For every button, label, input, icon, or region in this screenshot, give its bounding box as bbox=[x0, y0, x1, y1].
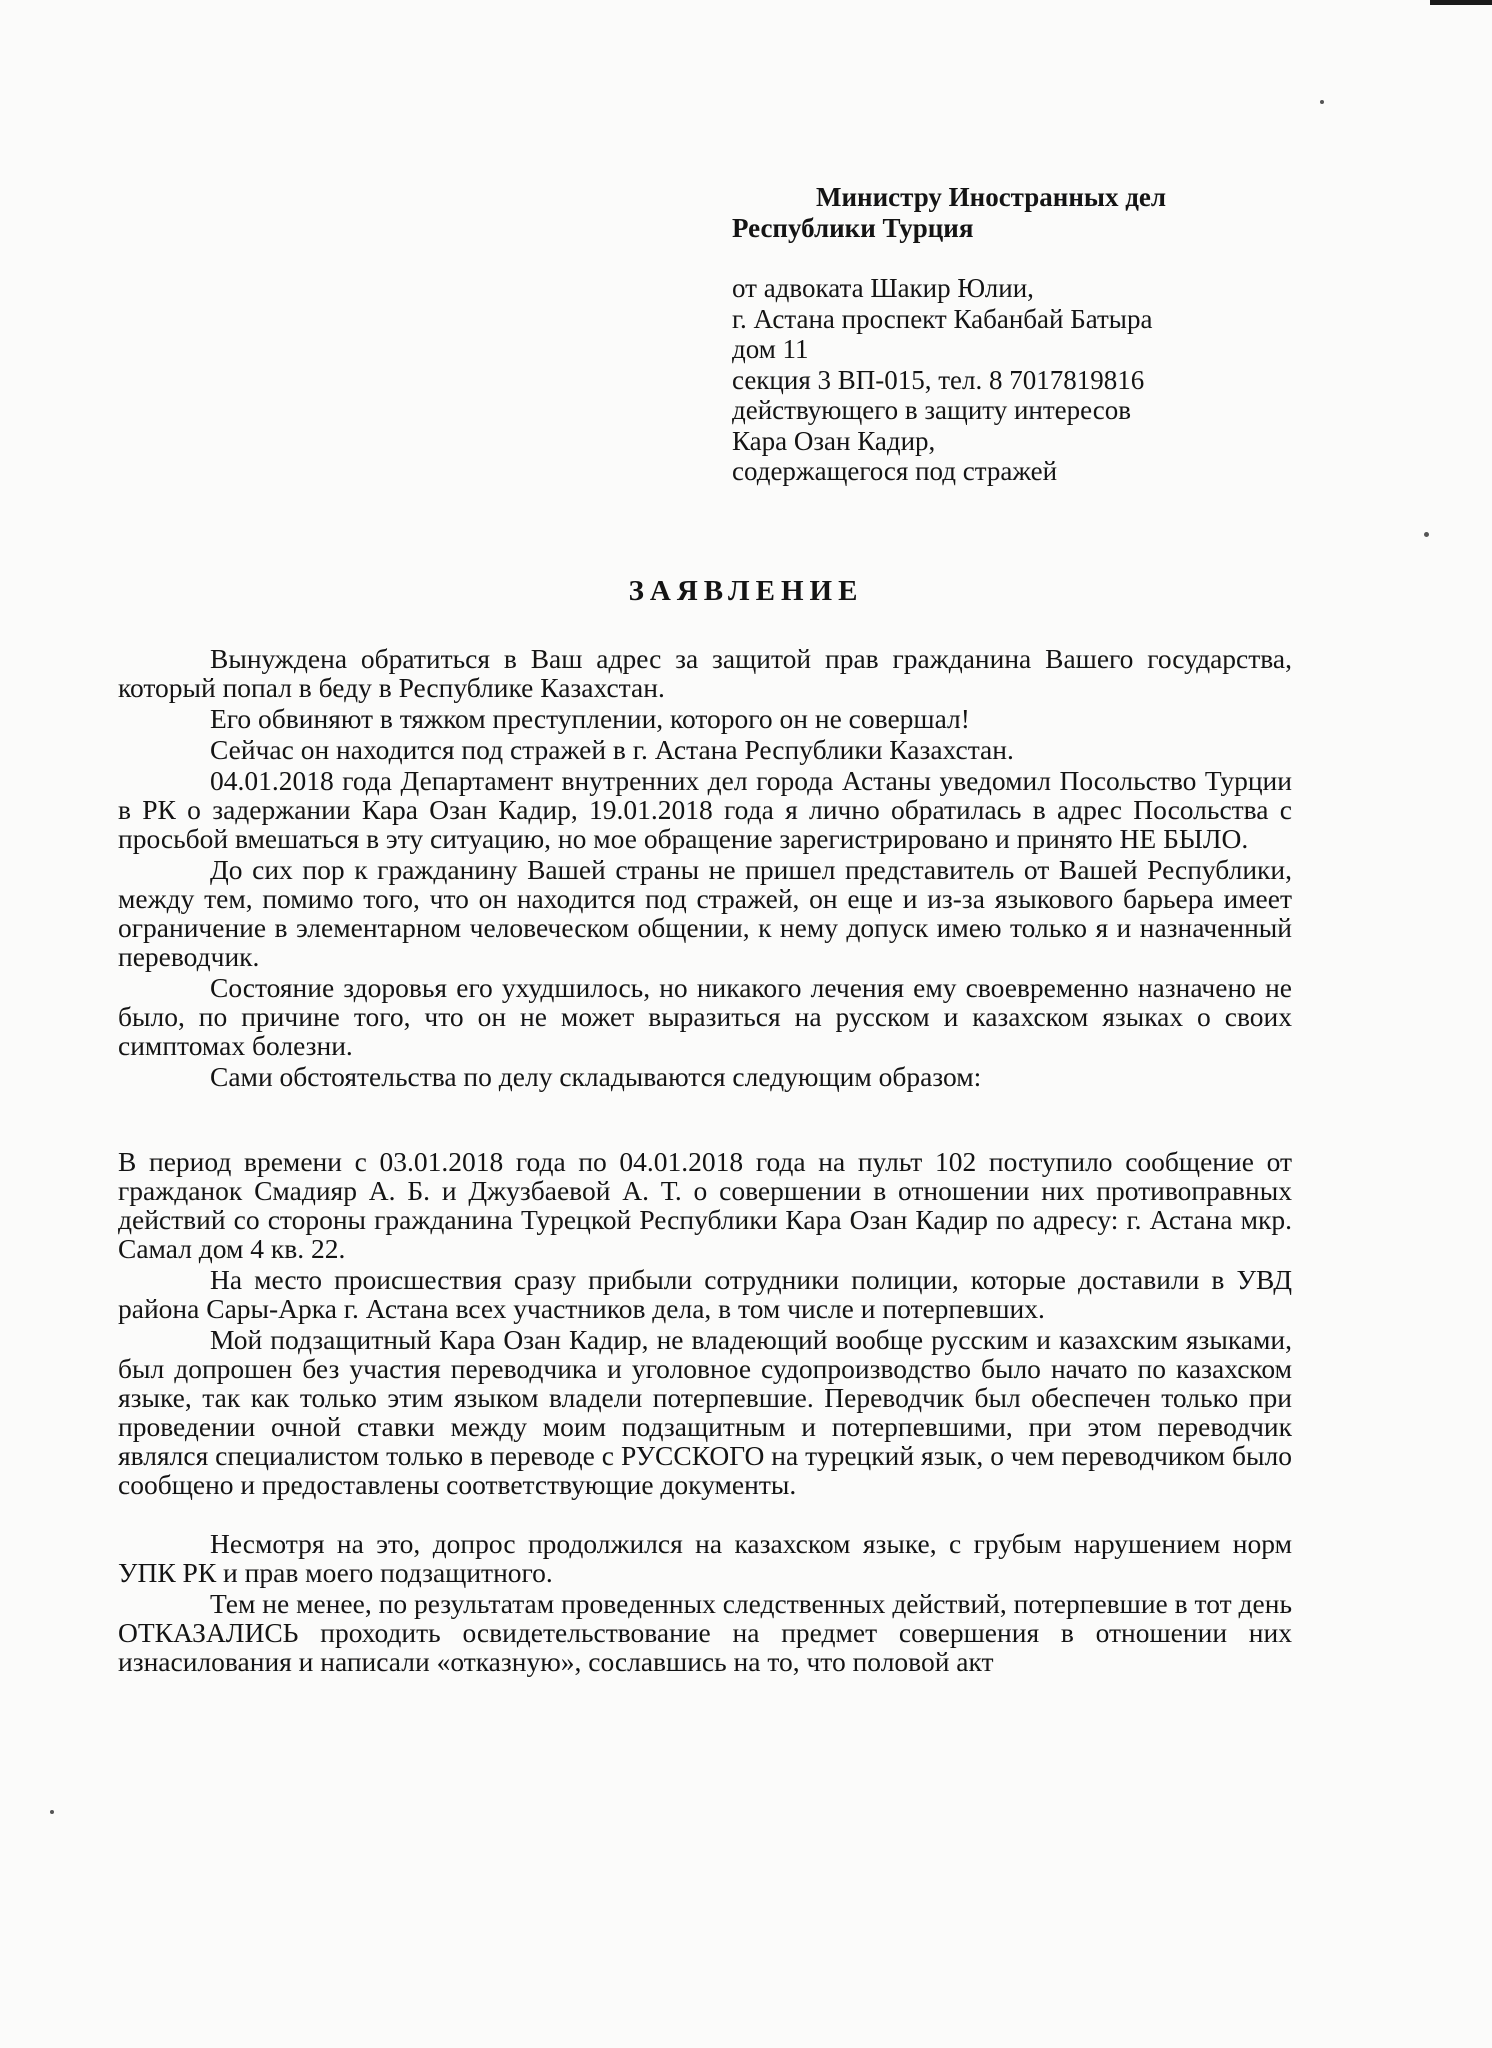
scan-speck bbox=[50, 1810, 54, 1814]
paragraph: Сами обстоятельства по делу складываются следующим образом: bbox=[210, 1061, 982, 1092]
sender-line: дом 11 bbox=[732, 334, 809, 364]
paragraph: 04.01.2018 года Департамент внутренних дел города Астаны уведомил Посольство Турции в РК о задержании Кара Озан Кадир, 19.01.2018 года я лично обратилась в адрес Посольства с просьбой вмешаться в эту ситуацию, но мое обращение зарегистрировано и принято НЕ БЫЛО. bbox=[118, 765, 1292, 854]
sender-line: секция 3 ВП-015, тел. 8 7017819816 bbox=[732, 364, 1145, 395]
addressee-line-1: Министру Иностранных дел bbox=[816, 182, 1167, 212]
scan-edge-mark bbox=[1430, 0, 1492, 5]
addressee-block bbox=[732, 182, 1422, 487]
sender-line: от адвоката Шакир Юлии, bbox=[732, 273, 1034, 303]
paragraph: Мой подзащитный Кара Озан Кадир, не владеющий вообще русским и казахским языками, был допрошен без участия переводчика и уголовное судопроизводство было начато по казахском языке, так как только этим языком владели потерпевшие. Переводчик был обеспечен только при проведении очной ставки между моим подзащитным и потерпевшими, при этом переводчик являлся специалистом только в переводе с РУССКОГО на турецкий язык, о чем переводчиком было сообщено и предоставлены соответствующие документы. bbox=[118, 1324, 1292, 1500]
paragraph: Сейчас он находится под стражей в г. Астана Республики Казахстан. bbox=[210, 734, 1014, 765]
scan-speck bbox=[1320, 100, 1324, 104]
paragraph: Тем не менее, по результатам проведенных следственных действий, потерпевшие в тот день ОТКАЗАЛИСЬ проходить освидетельствование на предмет совершения в отношении них изнасилования и написали «отказную», сославшись на то, что половой акт bbox=[118, 1588, 1292, 1677]
paragraph: Состояние здоровья его ухудшилось, но никакого лечения ему своевременно назначено не было, по причине того, что он не может выразиться на русском и казахском языках о своих симптомах болезни. bbox=[118, 972, 1292, 1061]
paragraph: В период времени с 03.01.2018 года по 04.01.2018 года на пульт 102 поступило сообщение от гражданок Смадияр А. Б. и Джузбаевой А. Т. о совершении в отношении них противоправных действий со стороны гражданина Турецкой Республики Кара Озан Кадир по адресу: г. Астана мкр. Самал дом 4 кв. 22. bbox=[118, 1146, 1292, 1264]
document-body bbox=[118, 644, 1292, 1678]
document-title: ЗАЯВЛЕНИЕ bbox=[628, 575, 864, 607]
scan-speck bbox=[1424, 532, 1429, 537]
paragraph: Его обвиняют в тяжком преступлении, которого он не совершал! bbox=[210, 703, 970, 734]
paragraph: Несмотря на это, допрос продолжился на казахском языке, с грубым нарушением норм УПК РК и прав моего подзащитного. bbox=[118, 1528, 1292, 1588]
sender-line: г. Астана проспект Кабанбай Батыра bbox=[732, 303, 1153, 334]
paragraph: Вынуждена обратиться в Ваш адрес за защитой прав гражданина Вашего государства, который попал в беду в Республике Казахстан. bbox=[118, 643, 1292, 703]
sender-line: содержащегося под стражей bbox=[732, 456, 1058, 486]
addressee-line-2: Республики Турция bbox=[732, 212, 974, 243]
paragraph: До сих пор к гражданину Вашей страны не пришел представитель от Вашей Республики, между тем, помимо того, что он находится под стражей, он еще и из-за языкового барьера имеет ограничение в элементарном человеческом общении, к нему допуск имею только я и назначенный переводчик. bbox=[118, 854, 1292, 972]
sender-line: Кара Озан Кадир, bbox=[732, 425, 936, 456]
paragraph: На место происшествия сразу прибыли сотрудники полиции, которые доставили в УВД района Сары-Арка г. Астана всех участников дела, в том числе и потерпевших. bbox=[118, 1264, 1292, 1324]
sender-line: действующего в защиту интересов bbox=[732, 395, 1132, 425]
